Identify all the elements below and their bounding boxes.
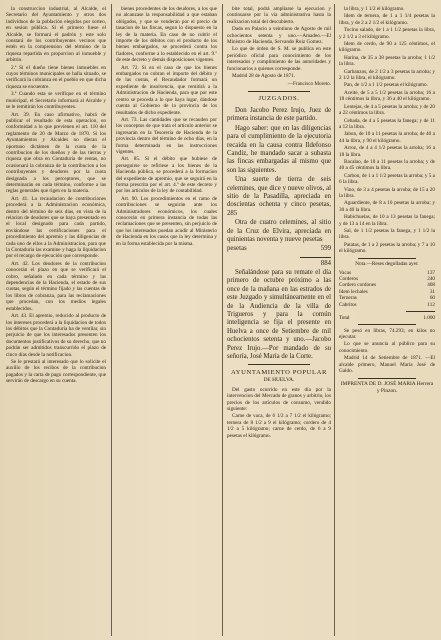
section-heading-juzgados: JUZGADOS. bbox=[258, 95, 300, 103]
total-value: 1.000 bbox=[423, 314, 435, 321]
amount-value: 599 bbox=[320, 245, 331, 253]
row-label: Corderos bbox=[339, 276, 359, 283]
sum-rule bbox=[300, 257, 331, 258]
notice-paragraph: Señalándose para su remate el día primero de octubre próximo a las once de la mañana en las estrados de este Juzgado y simultáneamente en el de la Audiencia de la villa de Trigueros y para la común inteligencia se fija el presente en Huelva a once de Setiembre de mil ochocientos setenta y uno.—Jacobo Perez Irujo.—Por mandado de su señoría, José María de la Corte. bbox=[227, 268, 331, 361]
paragraph: la construccion industrial, al Alcalde, el Secretario del Ayuntamiento y otros dos individuos de la población elegidos por sorteo, en sesion pública. Si el primero fuese el Alcalde, se formará el padrón y este solo constará de los contribuyentes vecinos que estén en la comprension del término de la riqueza repartida en proporcion al inmueble y arbitrio. bbox=[6, 6, 106, 64]
paragraph: Art. 41. La recaudacion de contribuciones procederá a la Administracion económica, dentro del término de seis días, en vista de la relacion de deudores que se haya presentado en el local designado para cada partido, enviándose las certificaciones para el procedimiento del apremio y las diligencias de cada uno de ellos a la Administracion, para que la Contaduría las examine y haga la liquidacion por el recargo de ejecución que corresponde. bbox=[6, 195, 106, 260]
price-item: Cebada, de 4 a 5 pesetas la fanega; y de 11 a 12 la libra. bbox=[339, 117, 435, 130]
price-item: Jabon, de 10 a 11 pesetas la arroba; de 40 a 44 la libra, y 90 el kilógramo. bbox=[339, 131, 435, 144]
row-label: Vacas bbox=[339, 269, 352, 276]
row-value: 31 bbox=[429, 288, 435, 295]
notice-paragraph: Don Jacobo Perez Irujo, Juez de primera instancia de este partido. bbox=[227, 106, 331, 123]
row-value: 240 bbox=[427, 276, 435, 283]
price-item: Pan, de 1/2 a 1 1/2 pesetas el kilógramo. bbox=[344, 82, 428, 89]
divider bbox=[358, 258, 416, 259]
paragraph: Art. 43. El apremio, reducido al producto de los intereses procederá a la liquidacion de todos los débitos que la Contaduría ha de ventilar, sin perjuicio de que los interesados presenten los documentos justificativos de su derecho, que no podrán ser admitidos transcurrido el plazo de cinco días desde la notificacion. bbox=[6, 313, 106, 358]
divider bbox=[358, 378, 416, 379]
paragraph: Dado en Palacio a veintiuno de Agosto de mil ochocientos setenta y uno.—Amadeo.—El Ministro de Hacienda, Servando Ruiz Gomez. bbox=[227, 26, 331, 46]
total-value: 884 bbox=[320, 260, 331, 268]
price-item: Garbanzos, de 2 1/2 a 3 pesetas la arroba; y 2 1/2 la libra, el kilógramo. bbox=[339, 68, 435, 82]
total-line bbox=[227, 260, 331, 269]
slaughter-table-title: Nota.—Reses degolladas ayer. bbox=[355, 261, 419, 268]
price-item: Aceite, de 5 a 5 1/2 pesetas la arroba; 16 a 18 céntimos la libra, y 36 a 40 el kilógramo. bbox=[339, 89, 435, 103]
price-item: Vino, de 3 a 4 pesetas la arroba; de 15 a 20 la libra. bbox=[339, 186, 435, 199]
section-heading-ayuntamiento: AYUNTAMIENTO POPULAR bbox=[231, 369, 327, 377]
paragraph: Se pesó en libras, 74.293; en kilos no ejecutar. bbox=[339, 327, 435, 341]
divider bbox=[248, 364, 310, 365]
table-total-row bbox=[339, 315, 435, 321]
paragraph: Del gasto ocurrido en este día por la intervencion del Mercado de granos y arbitrio, los precios de los artículos de consumo, vendido siguiente: bbox=[227, 386, 331, 413]
divider bbox=[358, 324, 416, 325]
paragraph: bite total, podrá ampliarse la ejecucion y continuarse por la vía administrativa hasta la realizacion total del descubierto. bbox=[227, 6, 331, 25]
price-item: la libra, y 1 1/2 el kilógramo. bbox=[344, 6, 405, 12]
notice-paragraph: Hago saber: que en las diligencias para el cumplimiento de la ejecutoria recaida en la causa contra Ildefonso Candiz, he mandado sacar a subasta las fincas embargadas al mismo que son las siguientes. bbox=[227, 124, 331, 174]
price-item: Tocino salado, de 1 a 1 1/2 pesetas la libra, y 2 1/2 a 3 el kilógramo. bbox=[339, 27, 435, 40]
notice-closing bbox=[227, 269, 331, 361]
table-row bbox=[339, 302, 435, 308]
price-item: Carbon, de 1 a 1 1/2 pesetas la arroba; y 5 a 6 la libra. bbox=[339, 172, 435, 186]
row-value: 112 bbox=[427, 301, 435, 308]
notice-paragraph: Una suerte de tierra de seis celemines, que dice y nueve olivos, al sitio de la Pasadilla, apreciada en doscientas ochenta y cinco pesetas, 285 bbox=[227, 176, 331, 217]
paragraph: Art. 85. Si el débito que hubiese de perseguirse se refiriese a los bienes de la Hacienda pública, se procederá a la formacion del expediente de apremio, que se seguirá en la forma prescrita por el art. 4.º de este decreto y por los artículos de la ley de contabilidad. bbox=[116, 156, 217, 195]
signature: —Francisco Moreto. bbox=[287, 81, 331, 88]
sum-rule bbox=[406, 311, 435, 312]
price-item: Aguardiente, de 8 a 10 pesetas la arroba; y 30 a 40 la libra. bbox=[339, 200, 435, 213]
price-item: Harina, de 35 a 38 pesetas la arroba; 1 1/2 la libra. bbox=[339, 54, 435, 68]
row-label: Cordero cordones bbox=[339, 282, 377, 289]
paragraph: Lo que de órden de S. M. se publica en este periódico oficial para conocimiento de los interesados y cumplimiento de las autoridades y funcionarios a quienes corresponde. bbox=[227, 46, 331, 72]
row-label: Cabritos bbox=[339, 301, 357, 308]
column-2 bbox=[116, 6, 217, 634]
price-item: Sal, de 1 1/2 pesetas la fanega, y 1 1/2 la libra. bbox=[339, 228, 435, 241]
paragraph: Carne de vaca, de 6 1/2 a 7 1/2 el kilógramo; ternera de 8 1/2 a 9 el kilógramo; cordero de 4 1/2 a 5 kilógramo; carne de cerdo, de 6 a 9 pesetas el kilógramo. bbox=[227, 413, 331, 439]
column-rule bbox=[334, 4, 335, 636]
paragraph: Madrid 14 de Setiembre de 1871. —El alcalde primero, Manuel María José de Galdo. bbox=[339, 355, 435, 375]
paragraph: bienes procedentes de los deudores, a los que no alcanzase la responsabilidad a que estaban obligados, y que se venderán por el precio de tasacion de las fincas, segun lo dispuesto en la ley de la materia. En caso de no cubrir el importe de los débitos con el producto de los bienes embargados, se procederá contra los fiadores, conforme a lo establecido en el art. 9.º de este decreto y demás disposiciones vigentes. bbox=[116, 6, 217, 64]
price-item: Lentejas, de 4 a 5 pesetas la arroba; y de 20 a 22 céntimos la libra. bbox=[339, 103, 435, 117]
amount-label: pesetas bbox=[227, 245, 247, 253]
paragraph: 3.ª Cuando esta se verifique en el término municipal, el Secretario informará al Alcalde y se le remitirán los contribuyentes. bbox=[6, 91, 106, 111]
price-list bbox=[339, 6, 435, 255]
column-rule bbox=[222, 4, 223, 636]
column-4 bbox=[339, 6, 435, 634]
paragraph: Lo que se anuncia al público para su conocimiento. bbox=[339, 341, 435, 354]
amount-line bbox=[227, 245, 331, 253]
section-subheading: DE HUELVA. bbox=[263, 377, 295, 384]
paragraph: Art. 90. Los procedimientos en el ramo de contribuciones se seguirán ante los Administradores económicos, los cuales conocerán en primera instancia de todas las reclamaciones que se presenten, sin perjuicio de que los interesados puedan acudir al Ministerio de Hacienda en los casos que la ley determina y en la forma establecida por la misma. bbox=[116, 195, 217, 247]
column-rule bbox=[111, 4, 112, 636]
row-label: Terneras bbox=[339, 295, 357, 302]
row-value: 137 bbox=[427, 269, 435, 276]
price-item: Idem de ternera, de 1 a 1 1/4 pesetas la libra, y de 2 a 2 1/2 el kilógramo. bbox=[339, 13, 435, 26]
price-item: Patatas, de 1 a 2 pesetas la arroba; y 7 a 10 el kilógramo. bbox=[339, 241, 435, 255]
paragraph: Art. 72. Si en el caso de que los bienes embargados no cubran el importe del débito y de las costas, el Recaudador formará un expediente de insolvencia, que remitirá a la Administracion de Hacienda, para que por este centro se proceda a lo que haya lugar, dándose cuenta al Gobierno de la provincia de los resultados de dicho expediente. bbox=[116, 64, 217, 116]
printer-imprint: IMPRENTA DE D. JOSÉ MARIA Herrera y Pinzon. bbox=[340, 381, 434, 394]
price-item: Idem de cerdo, de 90 a 125 céntimos, el kilógramo. bbox=[339, 41, 435, 54]
notice-paragraph: Otra de cuatro celemines, al sitio de la Cruz de Elvira, apreciada en quinientas noventa y nueve pesetas bbox=[227, 219, 331, 243]
paragraph: Madrid 28 de Agosto de 1871. bbox=[232, 73, 296, 80]
price-item: Habichuelas, de 10 a 13 pesetas la fanega; y de 13 a 14 en la libra. bbox=[339, 214, 435, 227]
row-value: 408 bbox=[427, 282, 435, 289]
paragraph: Art. 39. En caso afirmativo, habrá de publicar el resultado de esta operacion, en conformidad a lo que previenen el art. 110 del reglamento de 20 de Marzo de 1870. Si los Ayuntamientos y Alcaldes no dieran el oportuno dictámen de la cuota de la contribucion de los dueños y de las tierras y riqueza que obra en Contaduría de rentas, no ocasionará la cobranza de la contribucion a los contribuyentes y deudores por la cuota designada a los perceptores, que se determinarán en cada término, conforme a las reglas generales que rigen en la materia. bbox=[6, 111, 106, 195]
row-label: Idem lechales bbox=[339, 288, 368, 295]
paragraph: 2.ª Si el dueño tiene bienes inmuebles en cuyos términos municipales se halla situado, se verificará la cobranza en el pueblo en que dicha riqueza se encuentre. bbox=[6, 64, 106, 90]
price-item: Bacalao, de 10 a 11 pesetas la arroba; y de 40 a 45 céntimos la libra. bbox=[339, 158, 435, 172]
column-3 bbox=[227, 6, 331, 634]
row-value: 60 bbox=[429, 295, 435, 302]
paragraph: Art. 73. Las cantidades que se recauden por los conceptos de que trata el artículo anterior se ingresarán en la Tesorería de Hacienda de la provincia dentro del término de ocho días, en la forma determinada en las instrucciones vigentes. bbox=[116, 116, 217, 155]
total-label: Total bbox=[339, 314, 350, 321]
slaughter-table bbox=[339, 270, 435, 321]
judicial-notice bbox=[227, 107, 331, 245]
paragraph: Se le prestará al interesado que lo solicite el auxilio de los recibos de la contribucion pagados y la carta de pago correspondiente, que servirán de descargo en su cuenta. bbox=[6, 358, 106, 385]
divider bbox=[248, 91, 310, 92]
price-item: Arroz, de 4 a 4 1/2 pesetas la arroba; 16 a 18 la libra. bbox=[339, 145, 435, 158]
column-1 bbox=[6, 6, 106, 634]
paragraph: Art. 42. Los deudores de la contribucion conocerán el plazo en que se verificará el cobro, señalado en cada término y las dependencias de la Hacienda, el estado de sus cuotas, según el término fijado y las cuentas de los libros de cobranza, para las reclamaciones que procedan, con los medios legales establecidos. bbox=[6, 260, 106, 312]
